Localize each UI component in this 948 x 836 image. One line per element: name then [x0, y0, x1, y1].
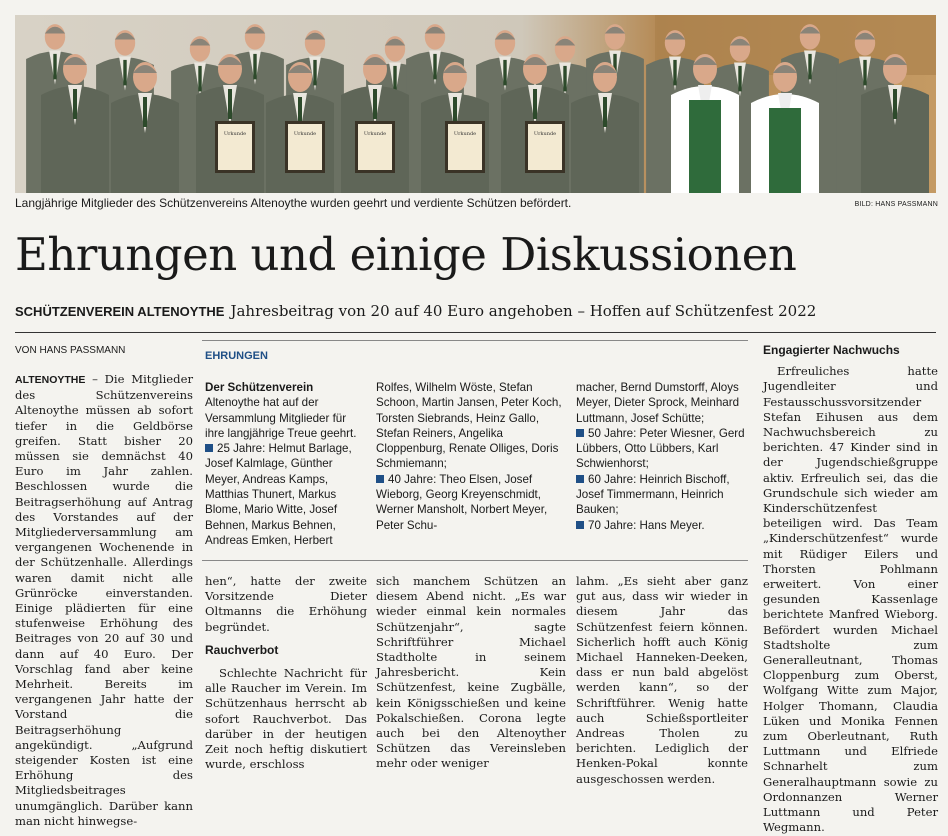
- article-column-2: [205, 574, 367, 772]
- photo-credit: BILD: HANS PASSMANN: [854, 201, 938, 208]
- y60: 60 Jahre: Heinrich Bischoff, Josef Timmermann, Heinrich Bauken;: [576, 472, 730, 517]
- nachwuchs-heading: Engagierter Nachwuchs: [763, 343, 900, 357]
- col2a-text: hen“, hatte der zweite Vorsitzende Dieter Oltmanns die Erhöhung begründet.: [205, 574, 367, 634]
- certificate-title: Urkunde: [223, 131, 247, 137]
- group-photo: [15, 15, 936, 193]
- subheadline-text: Jahresbeitrag von 20 auf 40 Euro angehoben – Hoffen auf Schützenfest 2022: [230, 302, 817, 320]
- ehrungen-intro: Altenoythe hat auf der Versammlung Mitglieder für ihre langjährige Treue geehrt.: [205, 396, 357, 440]
- y25: 25 Jahre: Helmut Barlage, Josef Kalmlage, Günther Meyer, Andreas Kamps, Matthias Thunert, Markus Blome, Mario Witte, Josef Behnen, Markus Behnen, Andreas Emken, Herbert: [205, 442, 352, 547]
- rauchverbot-heading: Rauchverbot: [205, 642, 279, 657]
- col4-text: lahm. „Es sieht aber ganz gut aus, dass wir wieder in diesem Jahr das Schützenfest feiern können. Sicherlich hofft auch König Michael Hanneken-Deeken, dass er nun bald abgelöst werden kann“, so der Schriftführer. Wenig hatte auch Schießsportleiter Andreas Tholen zu berichten. Lediglich der Henken-Pokal konnte ausgeschossen werden.: [576, 574, 748, 786]
- ehrungen-intro-bold: Der Schützenverein: [205, 381, 314, 394]
- y50: 50 Jahre: Peter Wiesner, Gerd Lübbers, Otto Lübbers, Karl Schwienhorst;: [576, 426, 745, 471]
- certificate-title: Urkunde: [453, 131, 477, 137]
- ehrungen-col-2: [376, 380, 566, 533]
- col5-text: Erfreuliches hatte Jugendleiter und Festausschussvorsitzender Stefan Eihusen aus dem Nachwuchsbereich zu berichten. 47 Kinder sind in der Jugendschießgruppe aktiv. Erfreulich sei, das die Grundschule sich wieder am Kinderschützenfest beteiligen wird. Das Team „Kinderschützenfest“ wurde mit Rüdiger Eilers und Thorsten Pohlmann erweitert. Von einer gesunden Kassenlage berichtete Manfred Wieborg. Befördert wurden Michael Stadtsholte zum Generalleutnant, Thomas Cloppenburg zum Oberst, Wolfgang Witte zum Major, Holger Thomann, Claudia Lüken und Monika Fennen zum Oberleutnant, Ruth Luttmann und Elfriede Schnarhelt zum Generalhauptmann sowie zu Ordonnanzen Werner Luttmann und Peter Wegmann.: [763, 364, 938, 835]
- ehrungen-col-3: [576, 380, 748, 533]
- col2b-text: Schlechte Nachricht für alle Raucher im Verein. Im Schützenhaus herrscht ab sofort Rauchverbot. Das darüber in der heutigen Zeit noch heftig diskutiert wurde, erschloss: [205, 666, 367, 772]
- y70: 70 Jahre: Hans Meyer.: [588, 518, 705, 532]
- certificate-title: Urkunde: [293, 131, 317, 137]
- article-column-5: [763, 343, 938, 836]
- ehrungen-heading: EHRUNGEN: [205, 350, 268, 362]
- col3-text: sich manchem Schützen an diesem Abend nicht. „Es war wieder einmal kein normales Schützenjahr“, sagte Schriftführer Michael Stadtholte in seinem Jahresbericht. Kein Schützenfest, keine Zugbälle, kein Königsschießen und keine Pokalschießen. Corona legte auch bei den Altenoyther Schützen das Vereinsleben mehr oder weniger: [376, 574, 566, 771]
- kicker: SCHÜTZENVEREIN ALTENOYTHE: [15, 304, 225, 319]
- ehrungen-col-1: [205, 380, 368, 548]
- article-column-1: [15, 372, 193, 829]
- bullet-square-icon: [576, 521, 584, 529]
- dateline: ALTENOYTHE: [15, 374, 86, 386]
- bullet-square-icon: [376, 475, 384, 483]
- bullet-square-icon: [576, 475, 584, 483]
- headline: Ehrungen und einige Diskussionen: [15, 228, 797, 281]
- y25b: Rolfes, Wilhelm Wöste, Stefan Schoon, Martin Jansen, Peter Koch, Torsten Siebrands, Heinz Gallo, Stefan Reiners, Angelika Cloppenburg, Renate Olliges, Doris Schmiemann;: [376, 381, 562, 471]
- bullet-square-icon: [205, 444, 213, 452]
- photo-caption: Langjährige Mitglieder des Schützenvereins Altenoythe wurden geehrt und verdiente Schützen befördert.: [15, 196, 572, 210]
- byline: VON HANS PASSMANN: [15, 345, 126, 356]
- certificate-title: Urkunde: [363, 131, 387, 137]
- bullet-square-icon: [576, 429, 584, 437]
- box-top-rule: [202, 340, 748, 341]
- y40: 40 Jahre: Theo Elsen, Josef Wieborg, Georg Kreyenschmidt, Werner Mansholt, Norbert Meyer, Peter Schu-: [376, 472, 548, 532]
- col1-text: – Die Mitglieder des Schützenvereins Altenoythe müssen ab sofort tiefer in die Geldbörse greifen. Statt bisher 20 müssen sie demnächst 40 Euro im Jahr zahlen. Beschlossen wurde die Beitragserhöhung auf Antrag des Vorstandes auf der Mitgliederversammlung am vergangenen Wochenende in der Schützenhalle. Allerdings waren damit nicht alle Grünröcke einverstanden. Einige plädierten für eine stufenweise Erhöhung des Beitrages von 20 auf 30 und dann auf 40 Euro. Der Vorschlag fand aber keine Mehrheit. Bereits im vergangenen Jahr hatte der Vorstand die Beitragserhöhung angekündigt. „Aufgrund steigender Kosten ist eine Erhöhung des Mitgliedsbeitrages unumgänglich. Darüber kann man nicht hinwegse-: [15, 372, 193, 828]
- subheadline: [15, 302, 816, 320]
- article-column-3: [376, 574, 566, 772]
- article-column-4: [576, 574, 748, 787]
- top-rule: [15, 332, 936, 333]
- y40b: macher, Bernd Dumstorff, Aloys Meyer, Dieter Sprock, Meinhard Luttmann, Josef Schütte;: [576, 381, 740, 425]
- box-bottom-rule: [202, 560, 748, 561]
- certificate-title: Urkunde: [533, 131, 557, 137]
